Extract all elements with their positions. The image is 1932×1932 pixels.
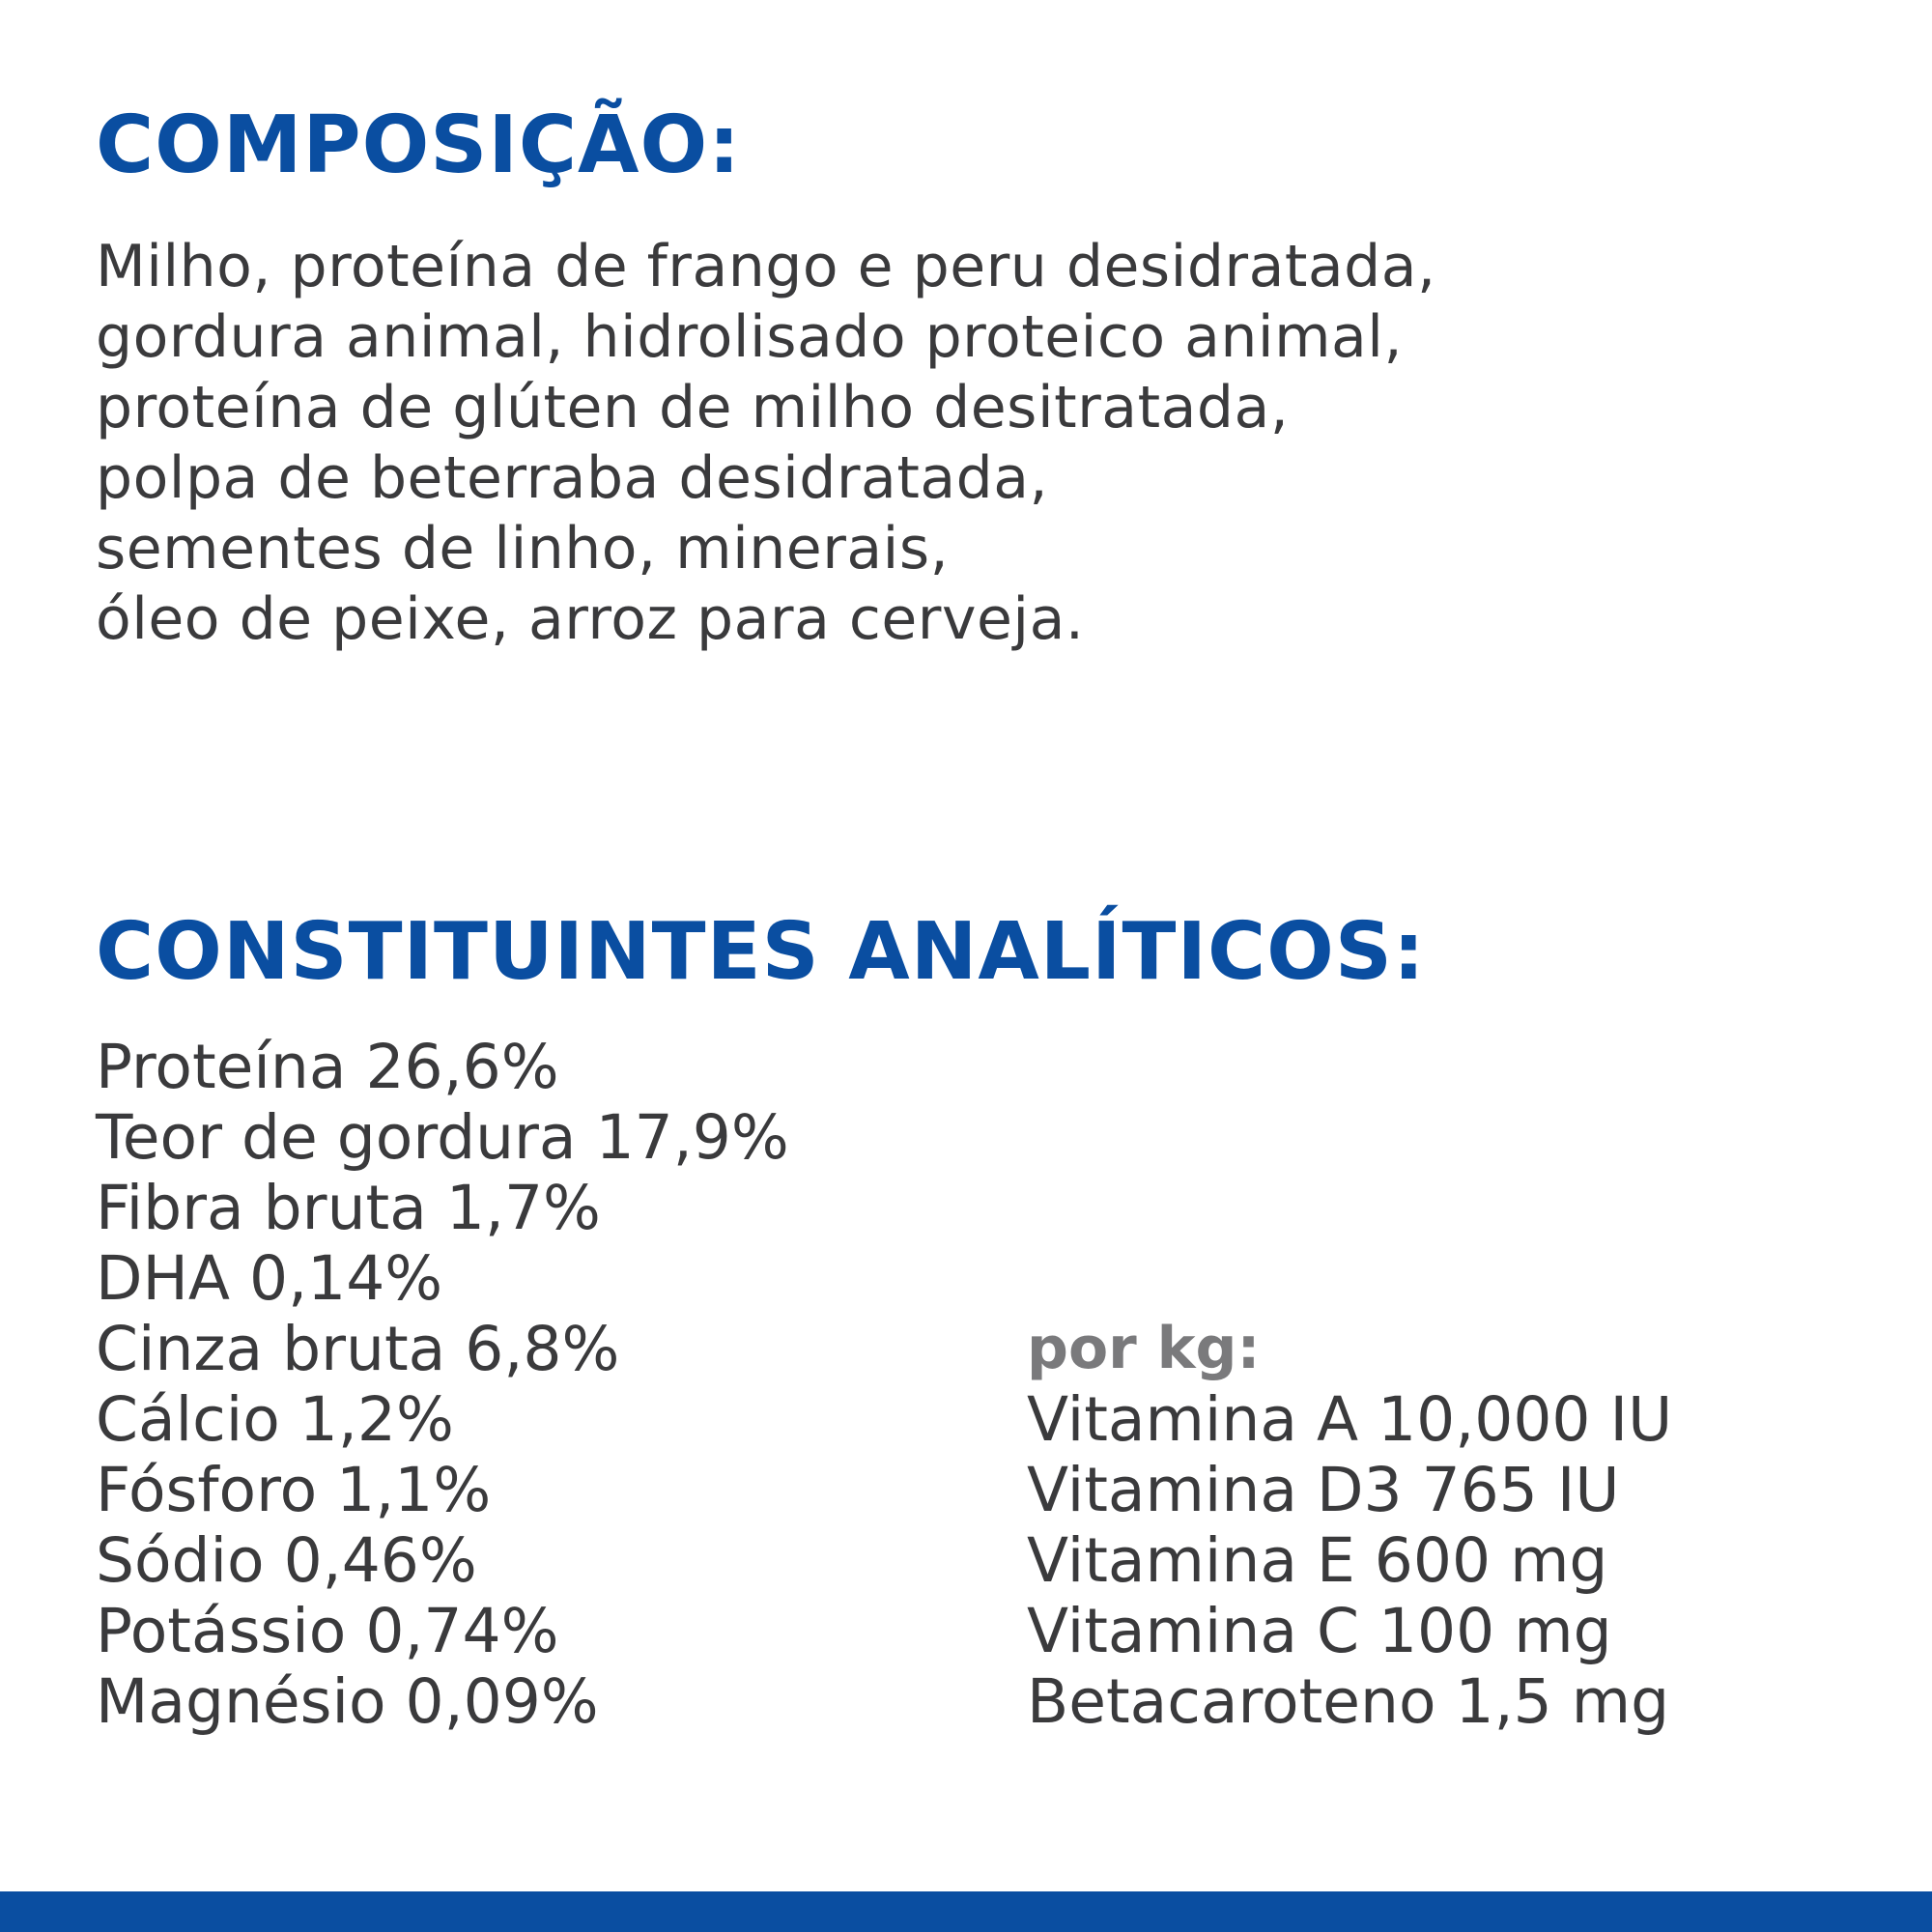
constituent-item: Potássio 0,74% [96, 1596, 559, 1666]
vitamin-item: Vitamina D3 765 IU [1027, 1455, 1620, 1525]
constituent-item: Cálcio 1,2% [96, 1384, 454, 1455]
constituent-item: DHA 0,14% [96, 1243, 443, 1314]
vitamin-item: Betacaroteno 1,5 mg [1027, 1666, 1670, 1737]
vitamin-item: Vitamina C 100 mg [1027, 1596, 1612, 1666]
vitamin-item: Vitamina E 600 mg [1027, 1525, 1608, 1596]
constituent-item: Teor de gordura 17,9% [96, 1102, 789, 1173]
composition-heading: COMPOSIÇÃO: [96, 99, 742, 191]
composition-line: Milho, proteína de frango e peru desidratada, [96, 233, 1436, 300]
constituent-item: Magnésio 0,09% [96, 1666, 599, 1737]
constituent-item: Proteína 26,6% [96, 1032, 559, 1102]
vitamin-item: Vitamina A 10,000 IU [1027, 1384, 1673, 1455]
constituent-item: Sódio 0,46% [96, 1525, 477, 1596]
vitamin-list [1027, 1384, 1672, 1737]
composition-line: sementes de linho, minerais, [96, 515, 950, 582]
analytical-constituents-heading: CONSTITUINTES ANALÍTICOS: [96, 906, 1426, 998]
composition-line: óleo de peixe, arroz para cerveja. [96, 585, 1085, 653]
analytical-constituents-list [96, 1032, 789, 1737]
composition-line: polpa de beterraba desidratada, [96, 444, 1049, 512]
composition-text [96, 232, 1436, 655]
constituent-item: Cinza bruta 6,8% [96, 1314, 620, 1384]
per-kg-section [1027, 1314, 1672, 1737]
constituent-item: Fibra bruta 1,7% [96, 1173, 601, 1243]
constituent-item: Fósforo 1,1% [96, 1455, 492, 1525]
composition-line: proteína de glúten de milho desitratada, [96, 374, 1290, 441]
per-kg-label: por kg: [1027, 1315, 1261, 1382]
composition-line: gordura animal, hidrolisado proteico animal, [96, 303, 1404, 371]
footer-bar [0, 1891, 1932, 1932]
